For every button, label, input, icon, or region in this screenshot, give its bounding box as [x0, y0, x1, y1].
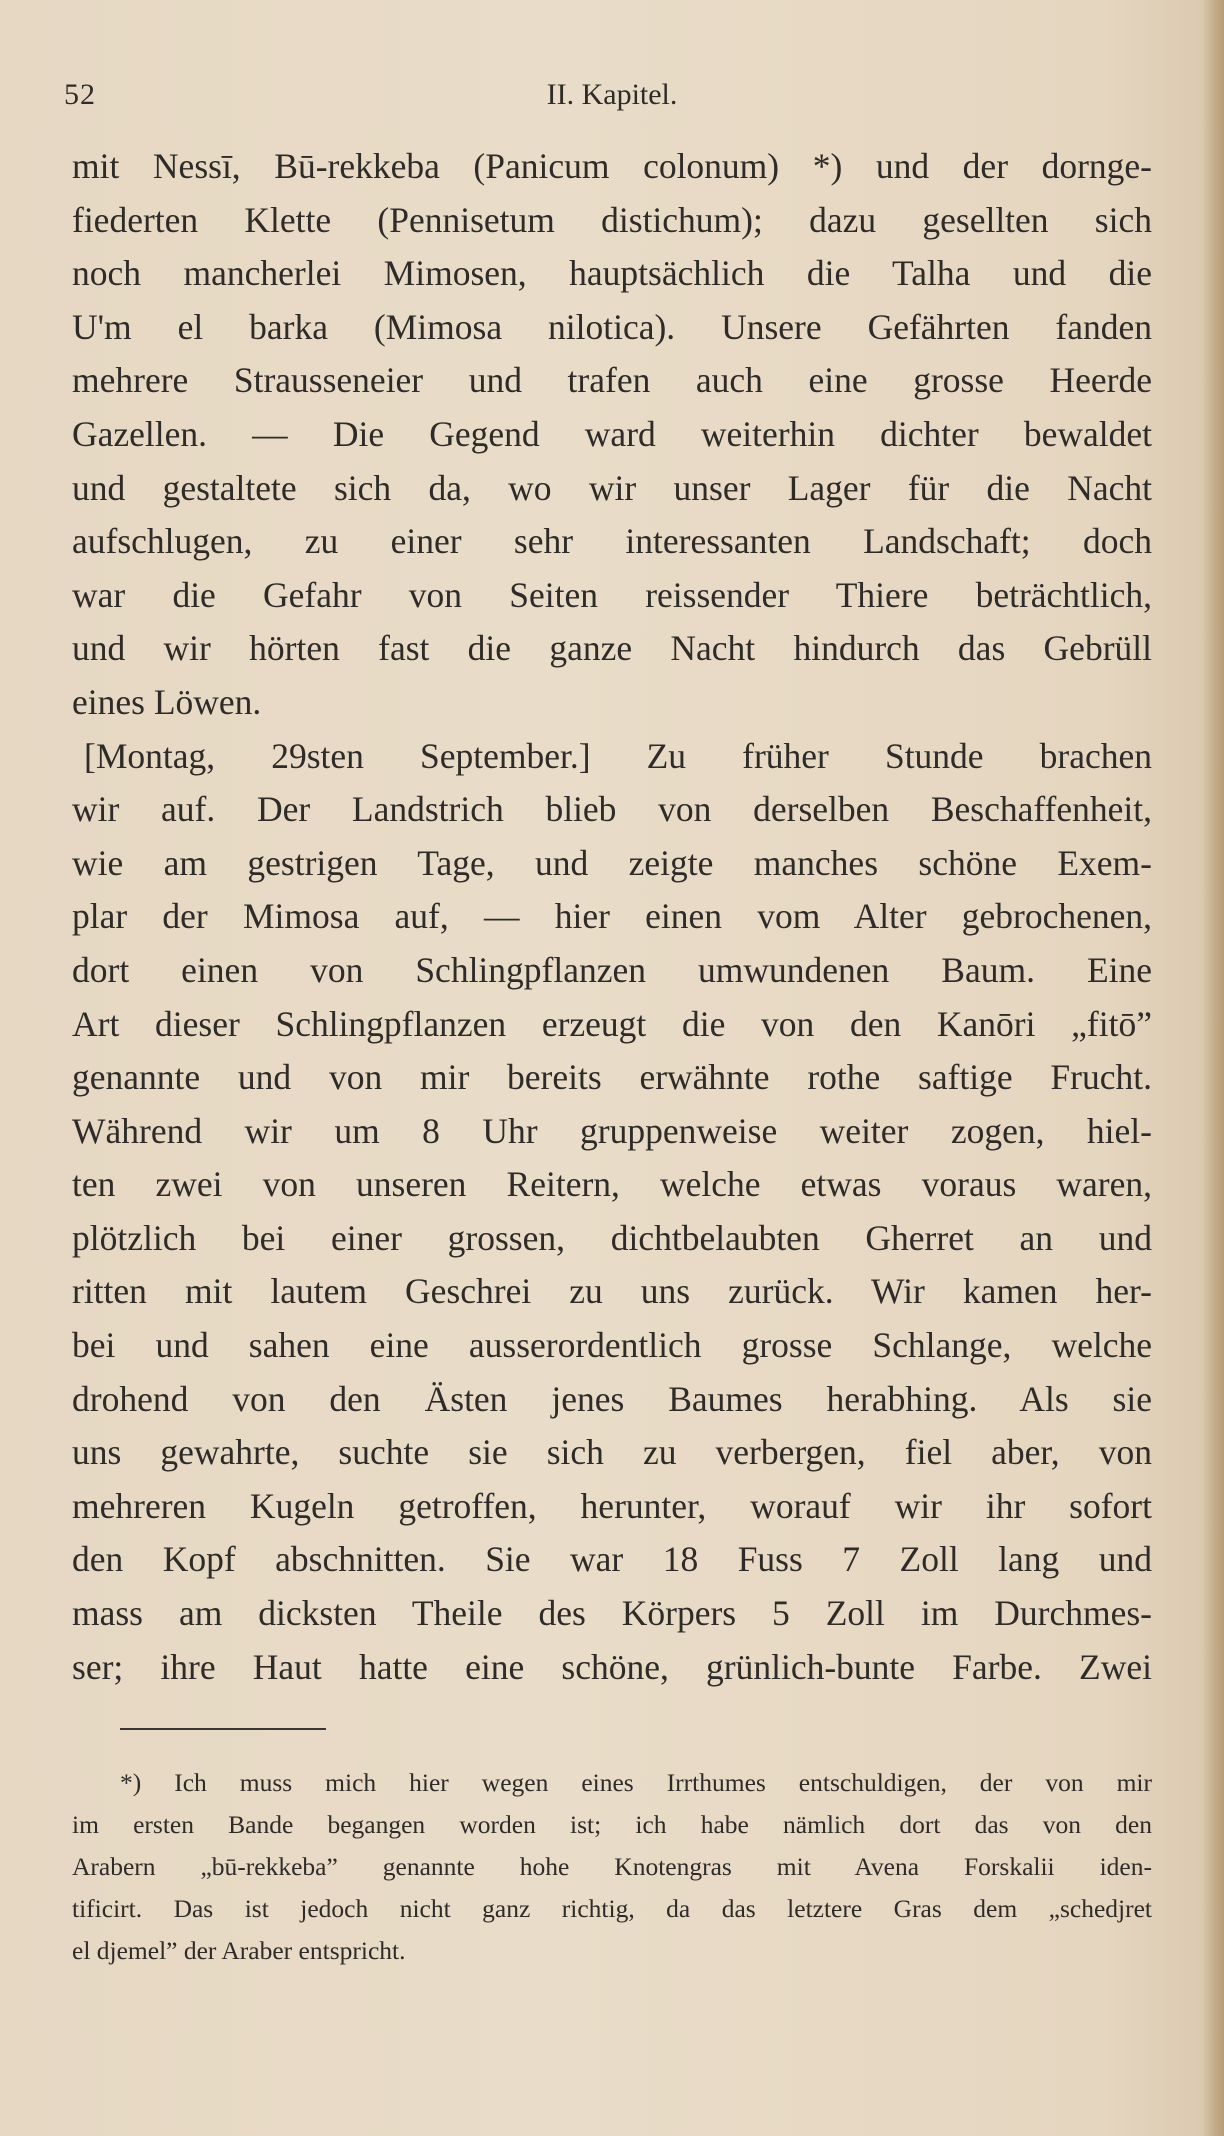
text-line: ritten mit lautem Geschrei zu uns zurück. Wir kamen her-: [72, 1271, 1152, 1312]
text-line: mass am dicksten Theile des Körpers 5 Zoll im Durchmes-: [72, 1593, 1152, 1634]
text-line: eines Löwen.: [72, 681, 262, 722]
footnote-line: tificirt. Das ist jedoch nicht ganz richtig, da das letztere Gras dem „schedjret: [72, 1894, 1152, 1923]
running-head: II. Kapitel.: [546, 78, 678, 111]
text-line: wir auf. Der Landstrich blieb von derselben Beschaffenheit,: [72, 789, 1152, 830]
page-header: [64, 70, 1160, 120]
text-line: Art dieser Schlingpflanzen erzeugt die von den Kanōri „fitō”: [72, 1003, 1152, 1044]
text-line: fiederten Klette (Pennisetum distichum); dazu gesellten sich: [72, 199, 1152, 240]
footnote: [72, 1762, 1152, 1972]
text-line: Gazellen. — Die Gegend ward weiterhin dichter bewaldet: [72, 413, 1152, 454]
text-line: den Kopf abschnitten. Sie war 18 Fuss 7 Zoll lang und: [72, 1539, 1152, 1580]
footnote-line: el djemel” der Araber entspricht.: [72, 1936, 406, 1965]
body-text: [72, 140, 1152, 1694]
text-line: dort einen von Schlingpflanzen umwundenen Baum. Eine: [72, 949, 1152, 990]
text-line: wie am gestrigen Tage, und zeigte manches schöne Exem-: [72, 842, 1152, 883]
text-line: aufschlugen, zu einer sehr interessanten Landschaft; doch: [72, 521, 1152, 562]
text-line: [Montag, 29sten September.] Zu früher Stunde brachen: [84, 735, 1152, 776]
footnote-line: Arabern „bū-rekkeba” genannte hohe Knotengras mit Avena Forskalii iden-: [72, 1852, 1152, 1881]
text-line: plar der Mimosa auf, — hier einen vom Alter gebrochenen,: [72, 896, 1152, 937]
text-line: war die Gefahr von Seiten reissender Thiere beträchtlich,: [72, 574, 1152, 615]
text-line: uns gewahrte, suchte sie sich zu verbergen, fiel aber, von: [72, 1432, 1152, 1473]
text-line: mehrere Strausseneier und trafen auch eine grosse Heerde: [72, 360, 1152, 401]
text-line: noch mancherlei Mimosen, hauptsächlich die Talha und die: [72, 253, 1152, 294]
text-line: genannte und von mir bereits erwähnte rothe saftige Frucht.: [72, 1057, 1152, 1098]
text-line: und wir hörten fast die ganze Nacht hindurch das Gebrüll: [72, 628, 1152, 669]
footnote-line: im ersten Bande begangen worden ist; ich habe nämlich dort das von den: [72, 1810, 1152, 1839]
text-line: Während wir um 8 Uhr gruppenweise weiter zogen, hiel-: [72, 1110, 1152, 1151]
text-line: U'm el barka (Mimosa nilotica). Unsere Gefährten fanden: [72, 306, 1152, 347]
text-line: bei und sahen eine ausserordentlich grosse Schlange, welche: [72, 1325, 1152, 1366]
text-line: mit Nessī, Bū-rekkeba (Panicum colonum) *) und der dornge-: [72, 146, 1152, 186]
text-line: und gestaltete sich da, wo wir unser Lager für die Nacht: [72, 467, 1152, 508]
footnote-line: *) Ich muss mich hier wegen eines Irrthumes entschuldigen, der von mir: [120, 1768, 1152, 1797]
text-line: mehreren Kugeln getroffen, herunter, worauf wir ihr sofort: [72, 1485, 1152, 1526]
text-line: ser; ihre Haut hatte eine schöne, grünlich-bunte Farbe. Zwei: [72, 1646, 1152, 1687]
page-number: 52: [64, 78, 96, 111]
text-line: drohend von den Ästen jenes Baumes herabhing. Als sie: [72, 1378, 1152, 1419]
text-line: plötzlich bei einer grossen, dichtbelaubten Gherret an und: [72, 1217, 1152, 1258]
page-edge-shadow: [1202, 0, 1224, 2136]
text-line: ten zwei von unseren Reitern, welche etwas voraus waren,: [72, 1164, 1152, 1205]
footnote-rule: [120, 1728, 326, 1730]
